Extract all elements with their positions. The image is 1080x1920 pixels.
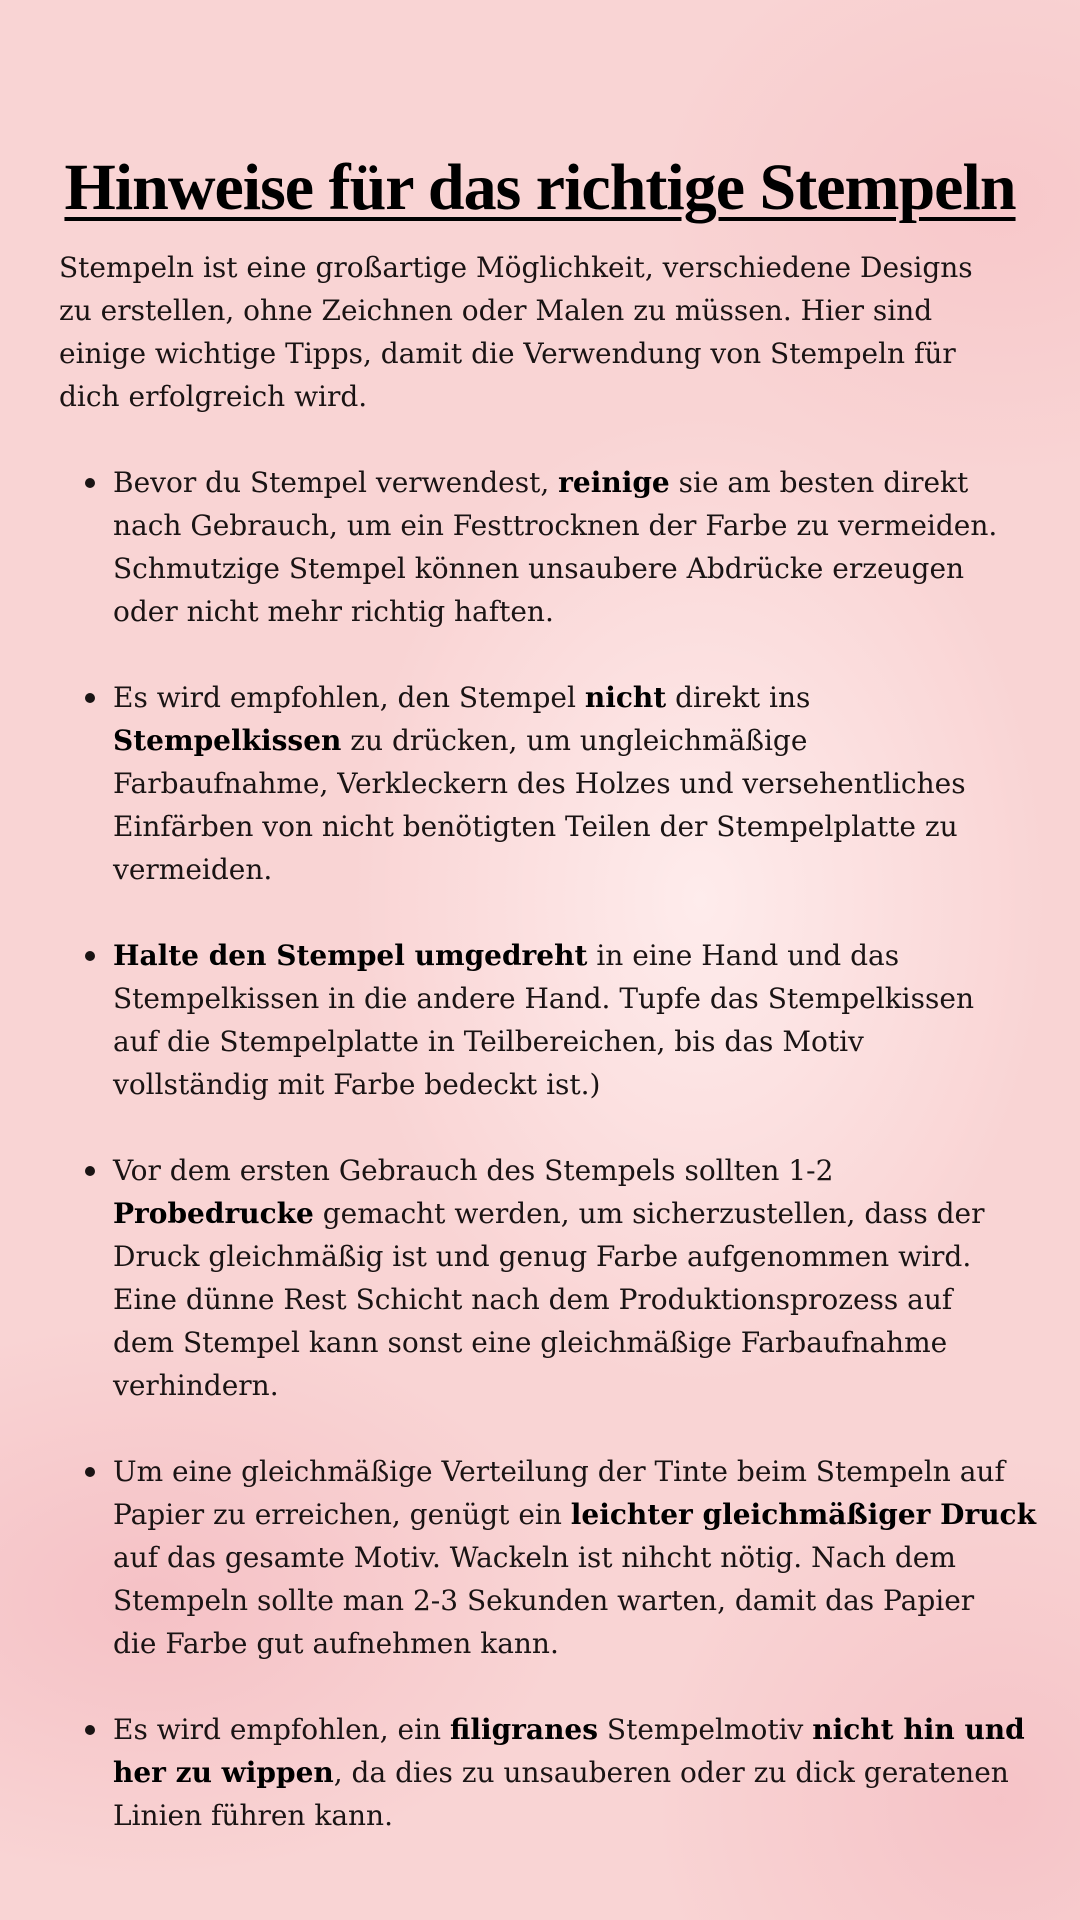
tip-text-bold: leichter gleichmäßiger Druck (570, 1498, 1037, 1531)
tip-line (113, 1579, 1059, 1622)
tip-text: Schmutzige Stempel können unsaubere Abdrücke erzeugen (113, 552, 965, 585)
bullet-icon (85, 693, 95, 703)
tip-text: in eine Hand und das (587, 939, 900, 972)
tip-line (113, 1708, 1059, 1751)
tip-text: sie am besten direkt (669, 466, 969, 499)
tip-text-bold: reinige (558, 466, 670, 499)
tip-text: Es wird empfohlen, den Stempel (113, 681, 585, 714)
tip-line (113, 547, 1059, 590)
bullet-icon (85, 951, 95, 961)
intro-line: dich erfolgreich wird. (59, 380, 368, 413)
tip-line (113, 1063, 1059, 1106)
tip-text: Vor dem ersten Gebrauch des Stempels sollten 1-2 (113, 1154, 834, 1187)
intro-line: einige wichtige Tipps, damit die Verwendung von Stempeln für (59, 337, 956, 370)
tip-text-bold: her zu wippen (113, 1756, 334, 1789)
tip-line (113, 1321, 1059, 1364)
tip-text: vermeiden. (113, 853, 273, 886)
tip-text: zu drücken, um ungleichmäßige (341, 724, 808, 757)
tip-item (59, 461, 1059, 633)
tip-line (113, 1622, 1059, 1665)
tip-item (59, 1149, 1059, 1407)
tip-line (113, 504, 1059, 547)
tip-line (113, 1364, 1059, 1407)
tip-text: auf das gesamte Motiv. Wackeln ist nihcht nötig. Nach dem (113, 1541, 956, 1574)
tip-text-bold: filigranes (449, 1713, 599, 1746)
tip-line (113, 461, 1059, 504)
tip-line (113, 1536, 1059, 1579)
page-title: Hinweise für das richtige Stempeln (64, 151, 1016, 225)
tip-item (59, 1450, 1059, 1665)
tip-line (113, 805, 1059, 848)
tip-line (113, 719, 1059, 762)
bullet-icon (85, 478, 95, 488)
tip-line (113, 762, 1059, 805)
tip-text-bold: Probedrucke (113, 1197, 314, 1230)
tip-text-bold: nicht hin und (812, 1713, 1025, 1746)
tip-text-bold: nicht (584, 681, 667, 714)
tip-text: Eine dünne Rest Schicht nach dem Produktionsprozess auf (113, 1283, 953, 1316)
tip-line (113, 1450, 1059, 1493)
tip-line (113, 1751, 1059, 1794)
tip-line (113, 676, 1059, 719)
tip-text-bold: Halte den Stempel umgedreht (113, 939, 588, 972)
tip-text: die Farbe gut aufnehmen kann. (113, 1627, 559, 1660)
tip-text: Bevor du Stempel verwendest, (113, 466, 559, 499)
tip-text: gemacht werden, um sicherzustellen, dass der (313, 1197, 985, 1230)
tip-line (113, 848, 1059, 891)
tips-list (59, 461, 1059, 1837)
tip-text: Papier zu erreichen, genügt ein (113, 1498, 571, 1531)
tip-item (59, 1708, 1059, 1837)
tip-line (113, 1192, 1059, 1235)
bullet-icon (85, 1725, 95, 1735)
tip-text: Um eine gleichmäßige Verteilung der Tinte beim Stempeln auf (113, 1455, 1005, 1488)
tip-line (113, 1278, 1059, 1321)
bullet-icon (85, 1467, 95, 1477)
tip-text: Stempelkissen in die andere Hand. Tupfe das Stempelkissen (113, 982, 974, 1015)
tip-line (113, 934, 1059, 977)
tip-item (59, 934, 1059, 1106)
tip-text: verhindern. (113, 1369, 279, 1402)
tip-text: , da dies zu unsauberen oder zu dick geratenen (333, 1756, 1009, 1789)
tip-text: Linien führen kann. (113, 1799, 393, 1832)
tip-line (113, 1149, 1059, 1192)
tip-text: Druck gleichmäßig ist und genug Farbe aufgenommen wird. (113, 1240, 972, 1273)
tip-text: Einfärben von nicht benötigten Teilen der Stempelplatte zu (113, 810, 958, 843)
tip-line (113, 1235, 1059, 1278)
bullet-icon (85, 1166, 95, 1176)
tip-text: direkt ins (666, 681, 811, 714)
tip-text: vollständig mit Farbe bedeckt ist.) (113, 1068, 601, 1101)
tip-text: dem Stempel kann sonst eine gleichmäßige Farbaufnahme (113, 1326, 948, 1359)
intro-paragraph (59, 246, 1059, 418)
tip-text-bold: Stempelkissen (113, 724, 342, 757)
tip-line (113, 590, 1059, 633)
tip-text: Es wird empfohlen, ein (113, 1713, 450, 1746)
tip-text: nach Gebrauch, um ein Festtrocknen der Farbe zu vermeiden. (113, 509, 998, 542)
tip-text: Farbaufnahme, Verkleckern des Holzes und versehentliches (113, 767, 966, 800)
intro-line: zu erstellen, ohne Zeichnen oder Malen zu müssen. Hier sind (59, 294, 933, 327)
tip-line (113, 1493, 1059, 1536)
tip-text: Stempeln sollte man 2-3 Sekunden warten, damit das Papier (113, 1584, 975, 1617)
intro-line: Stempeln ist eine großartige Möglichkeit, verschiedene Designs (59, 251, 973, 284)
tip-line (113, 977, 1059, 1020)
tip-item (59, 676, 1059, 891)
tip-line (113, 1020, 1059, 1063)
tip-line (113, 1794, 1059, 1837)
tip-text: oder nicht mehr richtig haften. (113, 595, 554, 628)
content (59, 246, 1059, 1880)
tip-text: auf die Stempelplatte in Teilbereichen, bis das Motiv (113, 1025, 864, 1058)
tip-text: Stempelmotiv (598, 1713, 813, 1746)
